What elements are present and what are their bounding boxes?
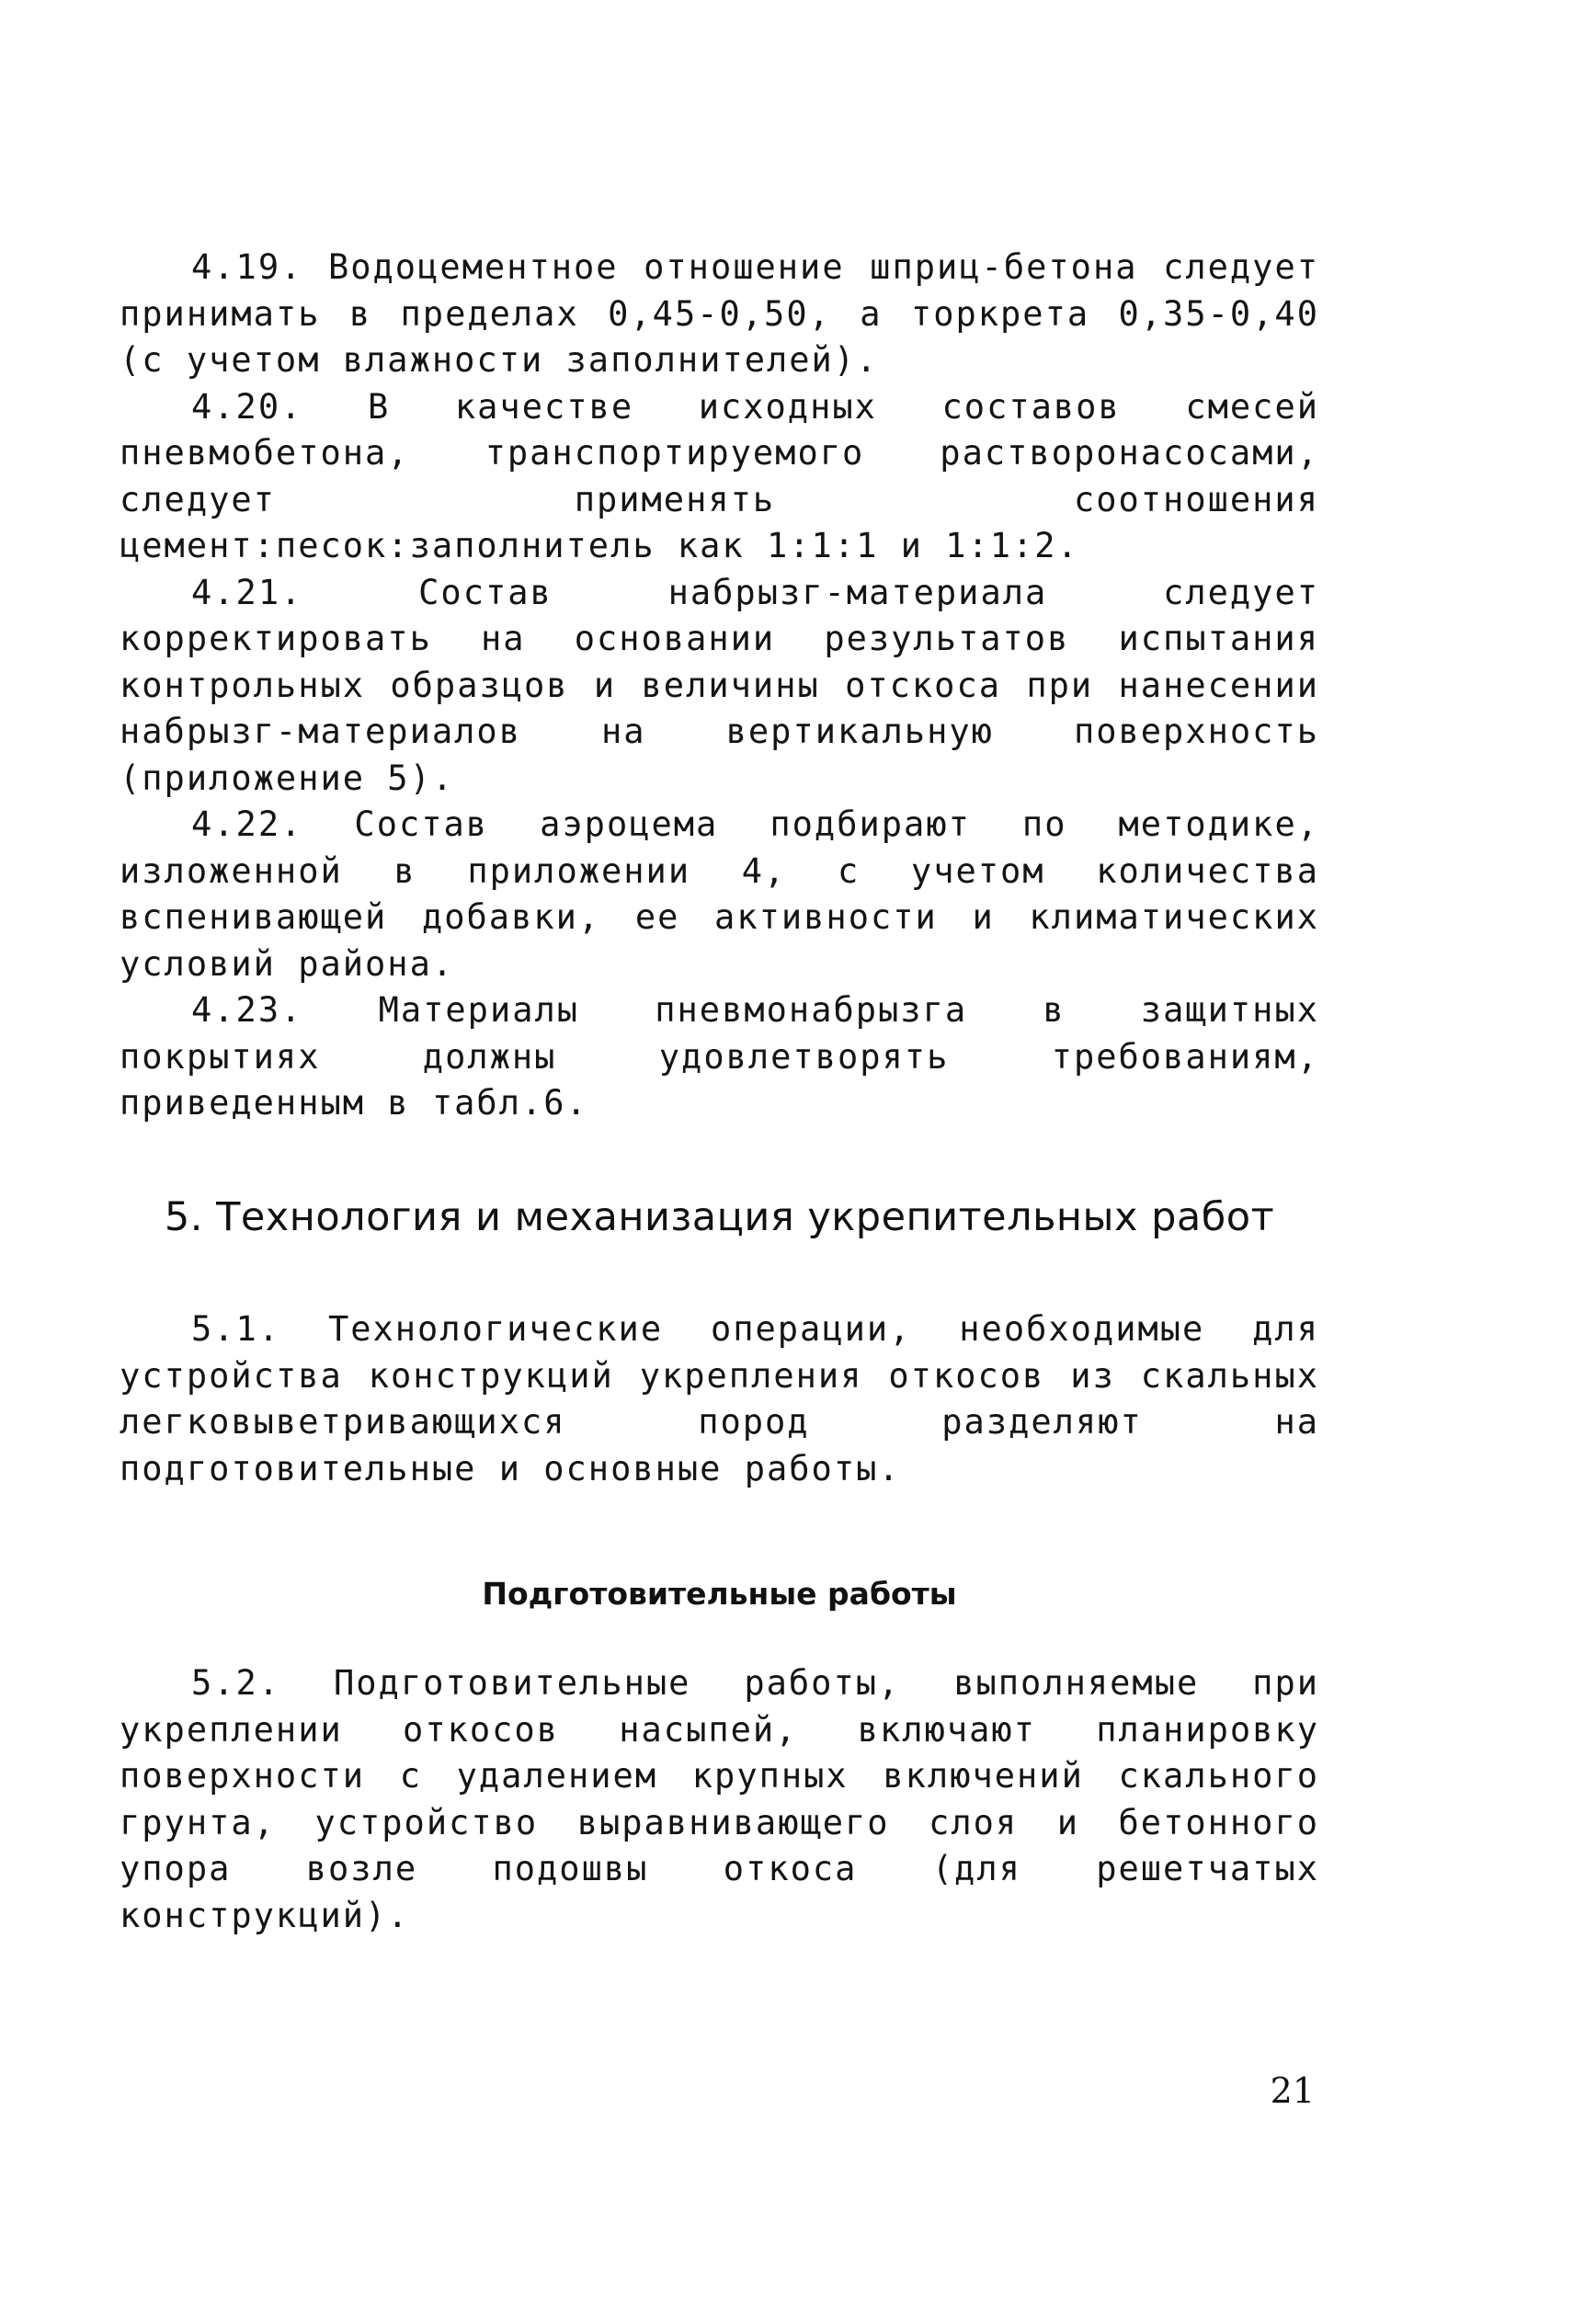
paragraph-group-section-4 bbox=[120, 245, 1319, 1127]
paragraph-5-1: 5.1. Технологические операции, необходимые для устройства конструкций укрепления откосов из скальных легковыветривающихся пород разделяют на подготовительные и основные работы. bbox=[120, 1309, 1319, 1488]
subheading: Подготовительные работы bbox=[482, 1576, 957, 1612]
page-number: 21 bbox=[1270, 2070, 1315, 2111]
paragraph-group-section-5-1 bbox=[120, 1306, 1319, 1492]
paragraph-4-23: 4.23. Материалы пневмонабрызга в защитных покрытиях должны удовлетворять требованиям, приведенным в табл.6. bbox=[120, 990, 1319, 1123]
paragraph-4-20: 4.20. В качестве исходных составов смесей пневмобетона, транспортируемого растворонасосами, следует применять соотношения цемент:песок:заполнитель как 1:1:1 и 1:1:2. bbox=[120, 386, 1319, 565]
paragraph-5-2: 5.2. Подготовительные работы, выполняемые при укреплении откосов насыпей, включают планировку поверхности с удалением крупных включений скального грунта, устройство выравнивающего слоя и бетонного упора возле подошвы откоса (для решетчатых конструкций). bbox=[120, 1663, 1319, 1935]
paragraph-group-section-5-2 bbox=[120, 1660, 1319, 1939]
paragraph-4-22: 4.22. Состав аэроцема подбирают по методике, изложенной в приложении 4, с учетом количества вспенивающей добавки, ее активности и климатических условий района. bbox=[120, 804, 1319, 984]
section-heading: 5. Технология и механизация укрепительных работ bbox=[164, 1194, 1275, 1240]
paragraph-4-19: 4.19. Водоцементное отношение шприц-бетона следует принимать в пределах 0,45-0,50, а торкрета 0,35-0,40 (с учетом влажности заполнителей). bbox=[120, 247, 1319, 380]
paragraph-4-21: 4.21. Состав набрызг-материала следует корректировать на основании результатов испытания контрольных образцов и величины отскоса при нанесении набрызг-материалов на вертикальную поверхность (приложение 5). bbox=[120, 572, 1319, 798]
